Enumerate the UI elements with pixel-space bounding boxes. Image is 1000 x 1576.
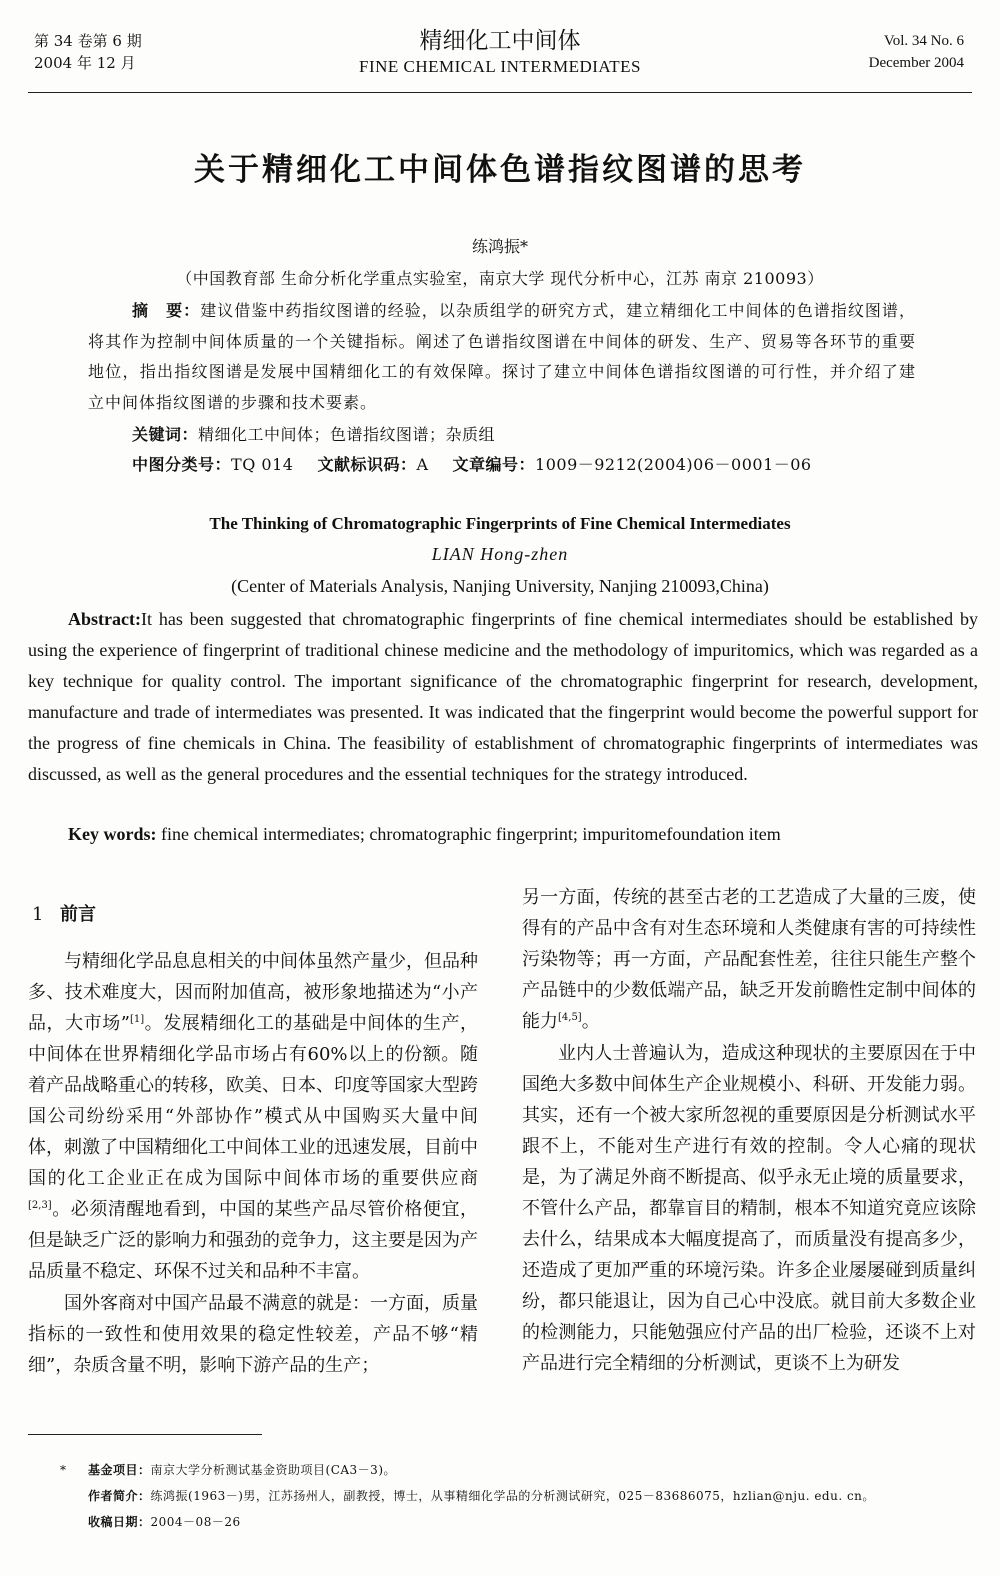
body-paragraph: 业内人士普遍认为，造成这种现状的主要原因在于中国绝大多数中间体生产企业规模小、科研、开发能力弱。其实，还有一个被大家所忽视的重要原因是分析测试水平跟不上，不能对生产进行有效的控制。令人心痛的现状是，为了满足外商不断提高、似乎永无止境的质量要求，不管什么产品，都靠盲目的精制，根本不知道究竟应该除去什么，结果成本大幅度提高了，而质量没有提高多少，还造成了更加严重的环境污染。许多企业屡屡碰到质量纠纷，都只能退让，因为自己心中没底。就目前大多数企业的检测能力，只能勉强应付产品的出厂检验，还谈不上对产品进行完全精细的分析测试，更谈不上为研发 [522, 1043, 976, 1374]
abstract-en [28, 604, 978, 790]
author-bio-label: 作者简介： [88, 1489, 151, 1503]
section-title: 前言 [60, 904, 96, 925]
body-text: 。发展精细化工的基础是中间体的生产，中间体在世界精细化学品市场占有60%以上的份额。随着产品战略重心的转移，欧美、日本、印度等国家大型跨国公司纷纷采用“外部协作”模式从中国购买大量中间体，刺激了中国精细化工中间体工业的迅速发展，目前中国的化工企业正在成为国际中间体市场的重要供应商 [28, 1013, 479, 1189]
fund-text: 南京大学分析测试基金资助项目(CA3－3)。 [150, 1463, 396, 1477]
abstract-en-text: It has been suggested that chromatographic fingerprints of fine chemical intermediates should be established by using the experience of fingerprint of traditional chinese medicine and the methodology of impuritomics, which was regarded as a key technique for quality control. The important significance of the chromatographic fingerprint for research, development, manufacture and trade of intermediates was presented. It was indicated that the fingerprint would become the powerful support for the progress of fine chemicals in China. The feasibility of establishment of chromatographic fingerprints of intermediates was discussed, as well as the general procedures and the essential techniques for the strategy introduced. [28, 609, 978, 784]
affiliation-cn: （中国教育部 生命分析化学重点实验室，南京大学 现代分析中心，江苏 南京 210093） [176, 269, 824, 288]
abstract-en-label: Abstract: [68, 609, 141, 629]
section-number: 1 [32, 904, 44, 925]
abstract-cn-text: 建议借鉴中药指纹图谱的经验，以杂质组学的研究方式，建立精细化工中间体的色谱指纹图谱，将其作为控制中间体质量的一个关键指标。阐述了色谱指纹图谱在中间体的研发、生产、贸易等各环节的重要地位，指出指纹图谱是发展中国精细化工的有效保障。探讨了建立中间体色谱指纹图谱的可行性，并介绍了建立中间体指纹图谱的步骤和技术要素。 [88, 301, 916, 412]
body-paragraph: 国外客商对中国产品最不满意的就是：一方面，质量指标的一致性和使用效果的稳定性较差，产品不够“精细”，杂质含量不明，影响下游产品的生产； [28, 1293, 478, 1376]
keywords-cn [132, 422, 495, 445]
citation[interactable]: [2,3] [28, 1200, 52, 1211]
affiliation-en: (Center of Materials Analysis, Nanjing University, Nanjing 210093,China) [231, 576, 769, 596]
doc-code-label: 文献标识码： [317, 455, 417, 474]
body-left-column [28, 946, 478, 1382]
article-number-value: 1009－9212(2004)06－0001－06 [535, 455, 812, 474]
date-en: December 2004 [868, 55, 964, 71]
body-text: 与精细化学品息息相关的中间体虽然产量少，但品种多、技术难度大，因而附加值高，被形象地描述为“小产品，大市场” [28, 951, 478, 1034]
keywords-en-text: fine chemical intermediates; chromatographic fingerprint; impuritomefoundation item [161, 824, 781, 844]
clc-label: 中图分类号： [132, 455, 232, 474]
volume-issue-cn: 第 34 卷第 6 期 [34, 32, 142, 50]
abstract-cn-label: 摘 要： [132, 301, 201, 320]
author-en: LIAN Hong-zhen [431, 544, 569, 564]
keywords-en [68, 824, 781, 845]
author-bio-text: 练鸿振(1963－)男，江苏扬州人，副教授，博士，从事精细化学品的分析测试研究，025－83686075，hzlian@nju. edu. cn。 [150, 1489, 875, 1503]
section-heading [32, 900, 96, 926]
body-text: 。 [581, 1011, 600, 1032]
footnote-marker: * [60, 1463, 67, 1477]
classification-line [132, 452, 812, 475]
volume-issue-en: Vol. 34 No. 6 [883, 33, 964, 49]
keywords-en-label: Key words: [68, 824, 157, 844]
journal-name-en: FINE CHEMICAL INTERMEDIATES [358, 57, 642, 76]
keywords-cn-text: 精细化工中间体；色谱指纹图谱；杂质组 [198, 425, 496, 444]
fund-label: 基金项目： [88, 1463, 151, 1477]
footnote-received [88, 1514, 241, 1530]
body-right-column [522, 882, 976, 1380]
journal-name-cn: 精细化工中间体 [419, 28, 581, 54]
paper-title-en: The Thinking of Chromatographic Fingerprints of Fine Chemical Intermediates [209, 514, 791, 533]
keywords-cn-label: 关键词： [132, 425, 199, 444]
citation[interactable]: [1] [129, 1014, 145, 1025]
received-label: 收稿日期： [88, 1515, 151, 1529]
header-volume-en [869, 30, 964, 74]
doc-code-value: A [416, 455, 429, 474]
footnote-author [88, 1488, 978, 1504]
paper-title-cn: 关于精细化工中间体色谱指纹图谱的思考 [194, 152, 806, 188]
body-paragraph [522, 882, 976, 1037]
clc-value: TQ 014 [231, 455, 294, 474]
footnote-rule [28, 1434, 262, 1435]
body-paragraph [28, 946, 478, 1287]
journal-name [0, 26, 1000, 78]
body-text: 另一方面，传统的甚至古老的工艺造成了大量的三废，使得有的产品中含有对生态环境和人类健康有害的可持续性污染物等；再一方面，产品配套性差，往往只能生产整个产品链中的少数低端产品，缺乏开发前瞻性定制中间体的能力 [522, 887, 976, 1032]
header-rule [28, 92, 972, 93]
footnote-fund [60, 1462, 396, 1478]
abstract-cn [88, 296, 916, 418]
article-number-label: 文章编号： [452, 455, 536, 474]
date-cn: 2004 年 12 月 [34, 54, 136, 72]
received-date: 2004－08－26 [150, 1515, 241, 1529]
author-cn: 练鸿振* [471, 237, 528, 256]
body-text: 。必须清醒地看到，中国的某些产品尽管价格便宜，但是缺乏广泛的影响力和强劲的竞争力，这主要是因为产品质量不稳定、环保不过关和品种不丰富。 [28, 1199, 478, 1282]
citation[interactable]: [4,5] [558, 1012, 582, 1023]
